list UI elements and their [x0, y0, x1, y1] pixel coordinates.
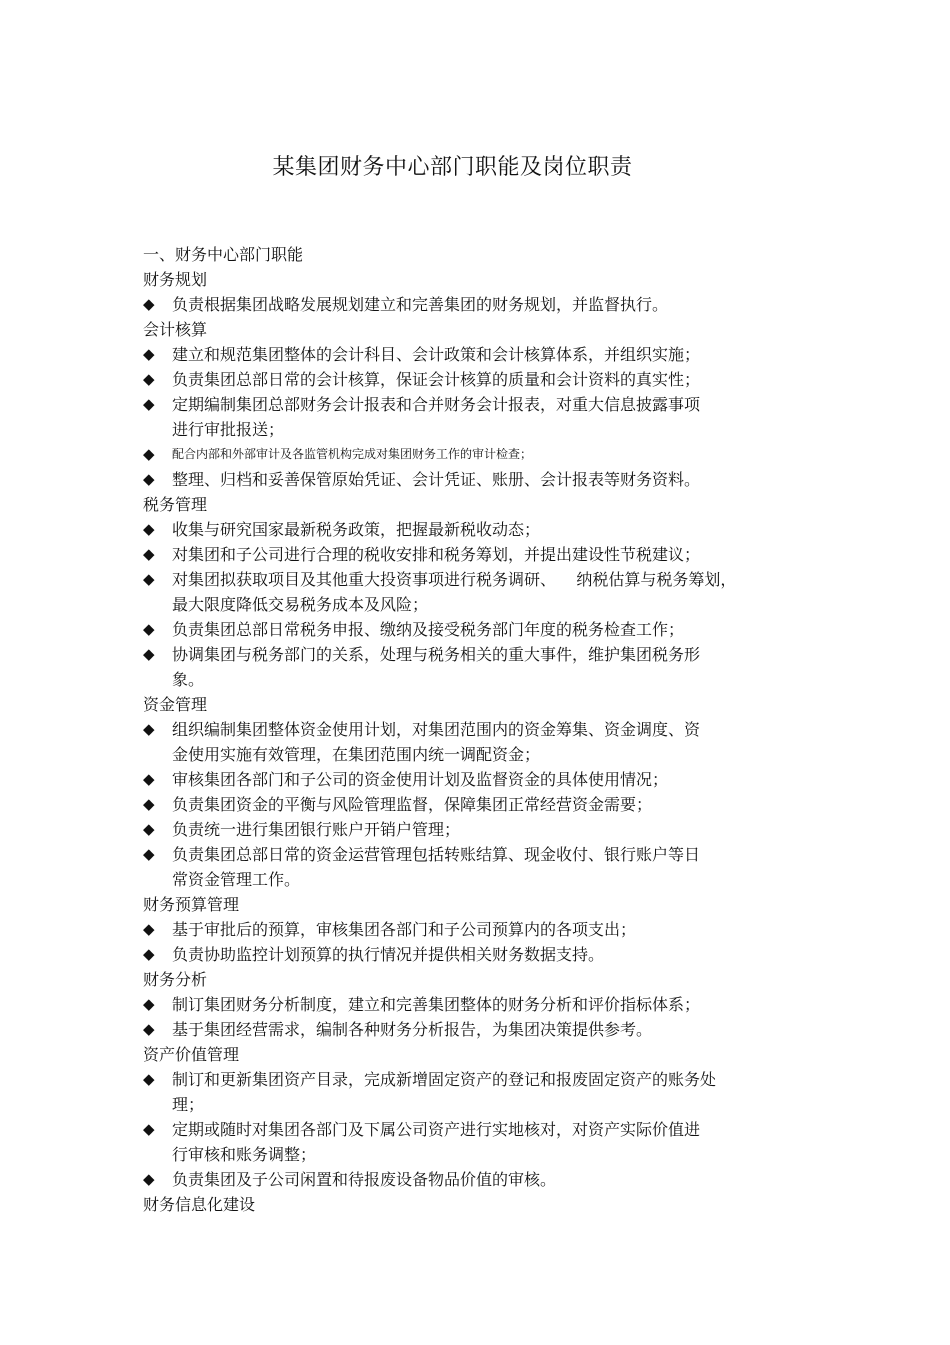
diamond-bullet-icon: ◆ — [143, 645, 155, 663]
section-heading: 财务规划 — [143, 270, 208, 289]
diamond-bullet-icon: ◆ — [143, 845, 155, 863]
bullet-text: 制订和更新集团资产目录，完成新增固定资产的登记和报废固定资产的账务处 理； — [172, 1070, 717, 1114]
bullet-item — [143, 442, 803, 467]
diamond-bullet-icon: ◆ — [143, 520, 155, 538]
diamond-bullet-icon: ◆ — [143, 1020, 155, 1038]
bullet-text: 负责集团总部日常的会计核算，保证会计核算的质量和会计资料的真实性； — [172, 370, 701, 389]
bullet-item — [143, 342, 803, 367]
bullet-item — [143, 367, 803, 392]
bullet-item — [143, 717, 803, 767]
bullet-text: 负责协助监控计划预算的执行情况并提供相关财务数据支持。 — [172, 945, 605, 964]
diamond-bullet-icon: ◆ — [143, 720, 155, 738]
bullet-text: 负责根据集团战略发展规划建立和完善集团的财务规划，并监督执行。 — [172, 295, 669, 314]
bullet-item — [143, 1167, 803, 1192]
bullet-item — [143, 917, 803, 942]
bullet-text: 整理、归档和妥善保管原始凭证、会计凭证、账册、会计报表等财务资料。 — [172, 470, 701, 489]
section-heading: 资金管理 — [143, 695, 208, 714]
diamond-bullet-icon: ◆ — [143, 470, 155, 488]
document-title: 某集团财务中心部门职能及岗位职责 — [272, 155, 633, 180]
diamond-bullet-icon: ◆ — [143, 445, 155, 463]
bullet-text: 负责集团总部日常的资金运营管理包括转账结算、现金收付、银行账户等日 常资金管理工作。 — [172, 845, 701, 889]
bullet-item — [143, 817, 803, 842]
bullet-item — [143, 642, 803, 692]
bullet-item — [143, 467, 803, 492]
bullet-text: 收集与研究国家最新税务政策，把握最新税收动态； — [172, 520, 541, 539]
bullet-text: 负责集团资金的平衡与风险管理监督，保障集团正常经营资金需要； — [172, 795, 653, 814]
bullet-item — [143, 567, 803, 617]
bullet-item — [143, 1017, 803, 1042]
bullet-item — [143, 842, 803, 892]
diamond-bullet-icon: ◆ — [143, 820, 155, 838]
bullet-item — [143, 767, 803, 792]
bullet-text: 制订集团财务分析制度，建立和完善集团整体的财务分析和评价指标体系； — [172, 995, 701, 1014]
bullet-item — [143, 392, 803, 442]
bullet-item — [143, 542, 803, 567]
bullet-text: 负责集团及子公司闲置和待报废设备物品价值的审核。 — [172, 1170, 557, 1189]
bullet-text: 建立和规范集团整体的会计科目、会计政策和会计核算体系，并组织实施； — [172, 345, 701, 364]
diamond-bullet-icon: ◆ — [143, 545, 155, 563]
diamond-bullet-icon: ◆ — [143, 795, 155, 813]
diamond-bullet-icon: ◆ — [143, 395, 155, 413]
diamond-bullet-icon: ◆ — [143, 1120, 155, 1138]
bullet-item — [143, 1117, 803, 1167]
diamond-bullet-icon: ◆ — [143, 945, 155, 963]
bullet-item — [143, 1067, 803, 1117]
diamond-bullet-icon: ◆ — [143, 570, 155, 588]
diamond-bullet-icon: ◆ — [143, 295, 155, 313]
bullet-item — [143, 992, 803, 1017]
bullet-text: 对集团拟获取项目及其他重大投资事项进行税务调研、 纳税估算与税务筹划， 最大限度降低交易税务成本及风险； — [172, 570, 737, 614]
diamond-bullet-icon: ◆ — [143, 770, 155, 788]
bullet-text: 基于审批后的预算，审核集团各部门和子公司预算内的各项支出； — [172, 920, 637, 939]
diamond-bullet-icon: ◆ — [143, 920, 155, 938]
bullet-item — [143, 517, 803, 542]
diamond-bullet-icon: ◆ — [143, 995, 155, 1013]
diamond-bullet-icon: ◆ — [143, 370, 155, 388]
bullet-text: 定期编制集团总部财务会计报表和合并财务会计报表，对重大信息披露事项 进行审批报送； — [172, 395, 701, 439]
bullet-item — [143, 617, 803, 642]
bullet-text: 负责集团总部日常税务申报、缴纳及接受税务部门年度的税务检查工作； — [172, 620, 685, 639]
bullet-text: 基于集团经营需求，编制各种财务分析报告，为集团决策提供参考。 — [172, 1020, 653, 1039]
diamond-bullet-icon: ◆ — [143, 1170, 155, 1188]
section-heading: 税务管理 — [143, 495, 208, 514]
bullet-text: 对集团和子公司进行合理的税收安排和税务筹划，并提出建设性节税建议； — [172, 545, 701, 564]
bullet-item — [143, 942, 803, 967]
section-heading: 财务预算管理 — [143, 895, 240, 914]
diamond-bullet-icon: ◆ — [143, 345, 155, 363]
section-heading: 会计核算 — [143, 320, 208, 339]
diamond-bullet-icon: ◆ — [143, 620, 155, 638]
bullet-text: 定期或随时对集团各部门及下属公司资产进行实地核对，对资产实际价值进 行审核和账务调整； — [172, 1120, 701, 1164]
bullet-text: 协调集团与税务部门的关系，处理与税务相关的重大事件，维护集团税务形 象。 — [172, 645, 701, 689]
bullet-item — [143, 792, 803, 817]
section-heading: 财务分析 — [143, 970, 208, 989]
bullet-text: 审核集团各部门和子公司的资金使用计划及监督资金的具体使用情况； — [172, 770, 669, 789]
bullet-text: 负责统一进行集团银行账户开销户管理； — [172, 820, 461, 839]
document-body — [143, 242, 803, 1217]
section-heading: 资产价值管理 — [143, 1045, 240, 1064]
diamond-bullet-icon: ◆ — [143, 1070, 155, 1088]
section-heading: 财务信息化建设 — [143, 1195, 256, 1214]
bullet-item — [143, 292, 803, 317]
bullet-text: 配合内部和外部审计及各监管机构完成对集团财务工作的审计检查； — [172, 447, 533, 461]
section-heading: 一、财务中心部门职能 — [143, 245, 304, 264]
bullet-text: 组织编制集团整体资金使用计划，对集团范围内的资金筹集、资金调度、资 金使用实施有效管理，在集团范围内统一调配资金； — [172, 720, 701, 764]
